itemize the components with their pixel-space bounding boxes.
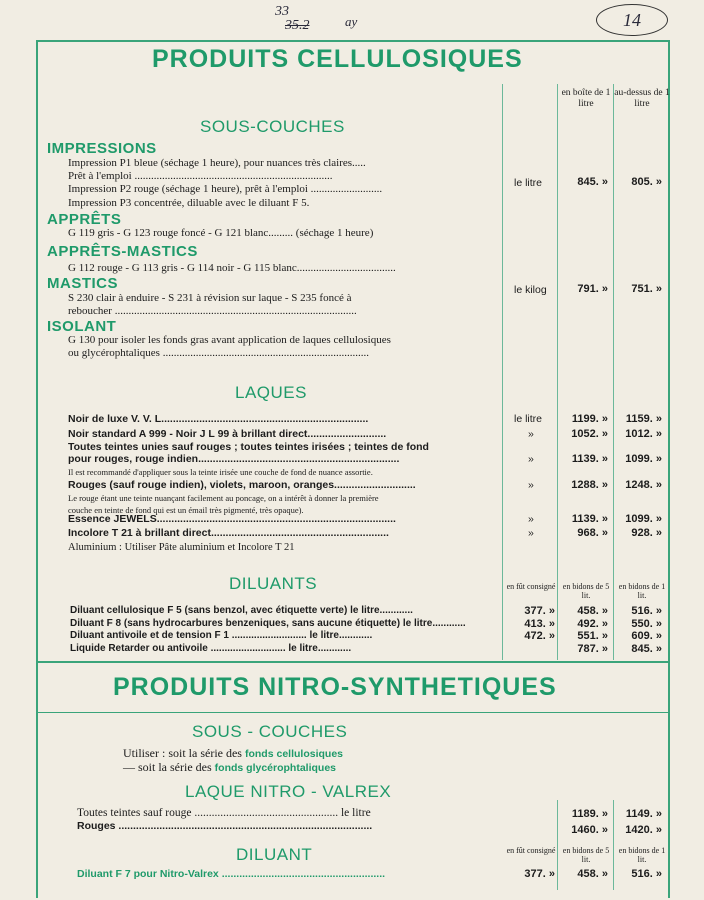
price: 377. »	[524, 605, 555, 617]
handwritten-note: ay	[345, 14, 358, 29]
section-heading: LAQUES	[235, 383, 307, 402]
page-number: 14	[596, 4, 668, 36]
price: 1149. »	[625, 808, 662, 820]
product-line: Diluant F 8 (sans hydrocarbures benzeniques, sans aucune étiquette) le litre............	[70, 618, 466, 629]
product-line: G 119 gris - G 123 rouge foncé - G 121 blanc......... (séchage 1 heure)	[68, 227, 374, 239]
column-header: en fût consigné	[506, 582, 556, 591]
price: 492. »	[577, 618, 608, 630]
price: 1099. »	[625, 453, 662, 465]
product-line: Le rouge étant une teinte nuançant facilement au poncage, on a intérêt à donner la première	[68, 493, 379, 503]
column-header: en bidons de 1 lit.	[618, 582, 666, 600]
product-line: reboucher ........................................................................................	[68, 305, 357, 317]
price: 805. »	[631, 176, 662, 188]
product-line: Liquide Retarder ou antivoile ........................... le litre............	[70, 643, 352, 654]
price: 472. »	[524, 630, 555, 642]
product-line: Noir standard A 999 - Noir J L 99 à brillant direct...........................	[68, 428, 387, 440]
price: 550. »	[631, 618, 662, 630]
product-line: Impression P2 rouge (séchage 1 heure), prêt à l'emploi ..........................	[68, 183, 383, 195]
price: 413. »	[524, 618, 555, 630]
price: 516. »	[631, 605, 662, 617]
price: 458. »	[577, 605, 608, 617]
column-header: en boîte de 1 litre	[561, 88, 611, 109]
price: 1052. »	[571, 428, 608, 440]
price: 968. »	[577, 527, 608, 539]
price: 1012. »	[625, 428, 662, 440]
section-divider	[36, 661, 670, 663]
product-line: Noir de luxe V. V. L.......................................................................	[68, 413, 369, 425]
price: 1099. »	[625, 513, 662, 525]
product-line: ou glycérophtaliques ...........................................................................	[68, 347, 369, 359]
product-line: Essence JEWELS..................................................................................	[68, 513, 396, 525]
price: 1139. »	[571, 453, 608, 465]
product-line: Aluminium : Utiliser Pâte aluminium et Incolore T 21	[68, 542, 295, 553]
unit-label: »	[528, 453, 534, 465]
price: 751. »	[631, 283, 662, 295]
column-rule	[557, 84, 558, 660]
price: 516. »	[631, 868, 662, 880]
unit-label: »	[528, 479, 534, 491]
unit-label: le kilog	[514, 284, 547, 296]
category-heading: APPRÊTS	[47, 211, 122, 228]
price: 928. »	[631, 527, 662, 539]
product-line: Prêt à l'emploi ........................................................................	[68, 170, 333, 182]
price: 377. »	[524, 868, 555, 880]
price: 1199. »	[571, 413, 608, 425]
product-line: couche en teinte de fond qui est un émail très pigmenté, très opaque).	[68, 505, 304, 515]
instruction-line: Utiliser : soit la série des fonds cellulosiques	[123, 746, 344, 760]
price: 609. »	[631, 630, 662, 642]
price: 1420. »	[625, 824, 662, 836]
section-heading: DILUANT	[236, 845, 313, 864]
unit-label: »	[528, 428, 534, 440]
product-line: Impression P3 concentrée, diluable avec le diluant F 5.	[68, 197, 310, 209]
product-line: Il est recommandé d'appliquer sous la teinte irisée une couche de fond de nuance assortie.	[68, 467, 373, 477]
price: 791. »	[577, 283, 608, 295]
price: 1460. »	[571, 824, 608, 836]
unit-label: »	[528, 513, 534, 525]
column-rule	[613, 84, 614, 660]
column-header: en fût consigné	[506, 846, 556, 855]
price: 1288. »	[571, 479, 608, 491]
product-line: Toutes teintes sauf rouge .................................................. le litre	[77, 807, 371, 819]
price: 845. »	[577, 176, 608, 188]
column-header: en bidons de 1 lit.	[618, 846, 666, 864]
handwritten-note: 35.2	[285, 18, 310, 33]
product-line: Rouges (sauf rouge indien), violets, maroon, oranges............................	[68, 479, 416, 491]
product-line: G 112 rouge - G 113 gris - G 114 noir - G 115 blanc....................................	[68, 262, 396, 274]
section-heading: SOUS-COUCHES	[200, 117, 345, 136]
product-line: Diluant F 7 pour Nitro-Valrex ........................................................	[77, 868, 386, 880]
price: 1159. »	[625, 413, 662, 425]
product-line: Incolore T 21 à brillant direct.............................................................	[68, 527, 389, 539]
unit-label: le litre	[514, 177, 543, 189]
column-header: en bidons de 5 lit.	[562, 846, 610, 864]
page-title-2: PRODUITS NITRO-SYNTHETIQUES	[113, 673, 557, 701]
price: 458. »	[577, 868, 608, 880]
divider	[36, 712, 670, 713]
price: 551. »	[577, 630, 608, 642]
price: 1139. »	[571, 513, 608, 525]
product-line: Diluant cellulosique F 5 (sans benzol, avec étiquette verte) le litre............	[70, 605, 413, 616]
category-heading: APPRÊTS-MASTICS	[47, 243, 198, 260]
price: 787. »	[577, 643, 608, 655]
category-heading: IMPRESSIONS	[47, 140, 157, 157]
handwritten-note: 33	[275, 4, 289, 19]
product-line: pour rouges, rouge indien.....................................................................	[68, 453, 400, 465]
column-header: au-dessus de 1 litre	[614, 88, 670, 109]
price: 845. »	[631, 643, 662, 655]
category-heading: MASTICS	[47, 275, 118, 292]
unit-label: le litre	[514, 413, 543, 425]
product-line: Diluant antivoile et de tension F 1 ........................... le litre............	[70, 630, 373, 641]
section-heading: DILUANTS	[229, 574, 318, 593]
product-line: G 130 pour isoler les fonds gras avant application de laques cellulosiques	[68, 334, 391, 346]
unit-label: »	[528, 527, 534, 539]
page-title: PRODUITS CELLULOSIQUES	[152, 45, 523, 73]
product-line: Rouges .......................................................................................	[77, 820, 373, 832]
product-line: S 230 clair à enduire - S 231 à révision sur laque - S 235 foncé à	[68, 292, 352, 304]
price: 1248. »	[625, 479, 662, 491]
product-line: Impression P1 bleue (séchage 1 heure), pour nuances très claires.....	[68, 157, 366, 169]
column-rule	[502, 84, 503, 660]
price: 1189. »	[571, 808, 608, 820]
section-heading: SOUS - COUCHES	[192, 722, 348, 741]
section-heading: LAQUE NITRO - VALREX	[185, 782, 392, 801]
column-header: en bidons de 5 lit.	[562, 582, 610, 600]
instruction-line: — soit la série des fonds glycérophtaliques	[123, 760, 337, 774]
product-line: Toutes teintes unies sauf rouges ; toutes teintes irisées ; teintes de fond	[68, 441, 429, 453]
category-heading: ISOLANT	[47, 318, 117, 335]
